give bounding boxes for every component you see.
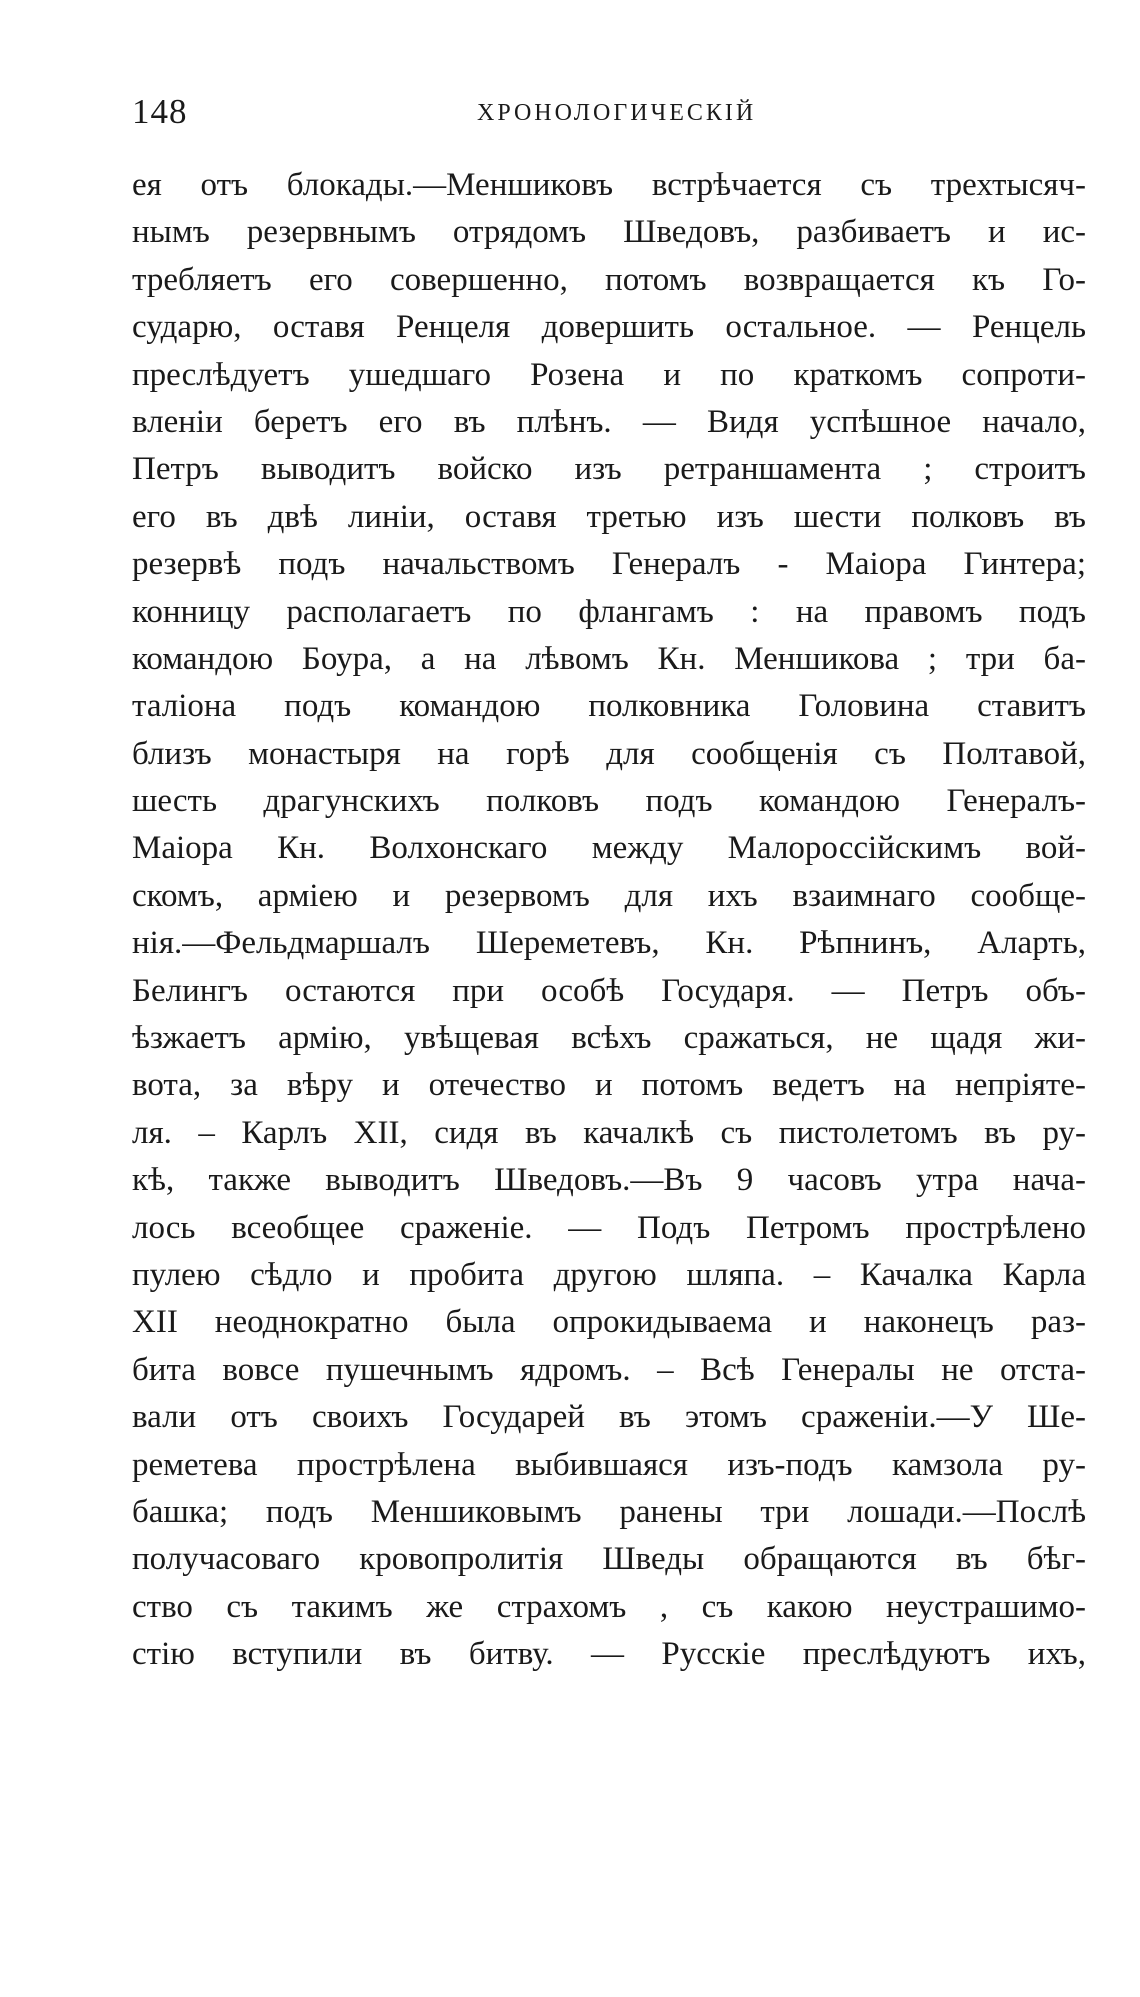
text-line: преслѣдуетъ ушедшаго Розена и по краткомъ сопроти-	[132, 356, 1086, 393]
text-line: бита вовсе пушечнымъ ядромъ. – Всѣ Генералы не отста-	[132, 1351, 1086, 1388]
text-line: лось всеобщее сраженіе. — Подъ Петромъ прострѣлено	[132, 1209, 1086, 1246]
text-line: Маіора Кн. Волхонскаго между Малороссійскимъ вой-	[132, 830, 1086, 867]
text-line: получасоваго кровопролитія Шведы обращаются въ бѣг-	[132, 1541, 1086, 1578]
text-line: его въ двѣ линіи, оставя третью изъ шести полковъ въ	[132, 498, 1086, 535]
text-line: пулею сѣдло и пробита другою шляпа. – Качалка Карла	[132, 1256, 1086, 1293]
page-header	[132, 92, 1082, 142]
text-line: близъ монастыря на горѣ для сообщенія съ Полтавой,	[132, 735, 1086, 772]
text-line: резервѣ подъ начальствомъ Генералъ - Маіора Гинтера;	[132, 546, 1086, 583]
body-text	[132, 162, 1086, 1679]
text-line: стію вступили въ битву. — Русскіе преслѣдуютъ ихъ,	[132, 1636, 1086, 1673]
text-line: Петръ выводитъ войско изъ ретраншамента ; строитъ	[132, 451, 1086, 488]
text-line: таліона подъ командою полковника Головина ставитъ	[132, 688, 1086, 725]
text-line: ство съ такимъ же страхомъ , съ какою неустрашимо-	[132, 1588, 1086, 1625]
text-line: командою Боура, а на лѣвомъ Кн. Меншикова ; три ба-	[132, 640, 1086, 677]
text-line: ля. – Карлъ XII, сидя въ качалкѣ съ пистолетомъ въ ру-	[132, 1114, 1086, 1151]
text-line: вота, за вѣру и отечество и потомъ ведетъ на непріяте-	[132, 1067, 1086, 1104]
text-line: ея отъ блокады.—Меншиковъ встрѣчается съ трехтысяч-	[132, 167, 1086, 203]
text-line: башка; подъ Меншиковымъ ранены три лошади.—Послѣ	[132, 1493, 1086, 1530]
text-line: конницу располагаетъ по флангамъ : на правомъ подъ	[132, 593, 1086, 630]
text-line: кѣ, также выводитъ Шведовъ.—Въ 9 часовъ утра нача-	[132, 1162, 1086, 1199]
running-title: ХРОНОЛОГИЧЕСКІЙ	[477, 100, 757, 126]
text-line: Белингъ остаются при особѣ Государя. — Петръ объ-	[132, 972, 1086, 1009]
text-line: ѣзжаетъ армію, увѣщевая всѣхъ сражаться, не щадя жи-	[132, 1020, 1086, 1057]
page-number: 148	[132, 92, 188, 131]
text-line: скомъ, арміею и резервомъ для ихъ взаимнаго сообще-	[132, 877, 1086, 914]
text-line: шесть драгунскихъ полковъ подъ командою Генералъ-	[132, 783, 1086, 820]
text-line: сударю, оставя Ренцеля довершить остальное. — Ренцель	[132, 309, 1086, 346]
text-line: вали отъ своихъ Государей въ этомъ сраженіи.—У Ше-	[132, 1399, 1086, 1436]
text-line: требляетъ его совершенно, потомъ возвращается къ Го-	[132, 261, 1086, 298]
text-line: вленіи беретъ его въ плѣнъ. — Видя успѣшное начало,	[132, 403, 1086, 440]
text-line: нымъ резервнымъ отрядомъ Шведовъ, разбиваетъ и ис-	[132, 214, 1086, 251]
text-line: реметева прострѣлена выбившаяся изъ-подъ камзола ру-	[132, 1446, 1086, 1483]
text-line: XII неоднократно была опрокидываема и наконецъ раз-	[132, 1304, 1086, 1341]
text-line: нія.—Фельдмаршалъ Шереметевъ, Кн. Рѣпнинъ, Аларть,	[132, 925, 1086, 962]
